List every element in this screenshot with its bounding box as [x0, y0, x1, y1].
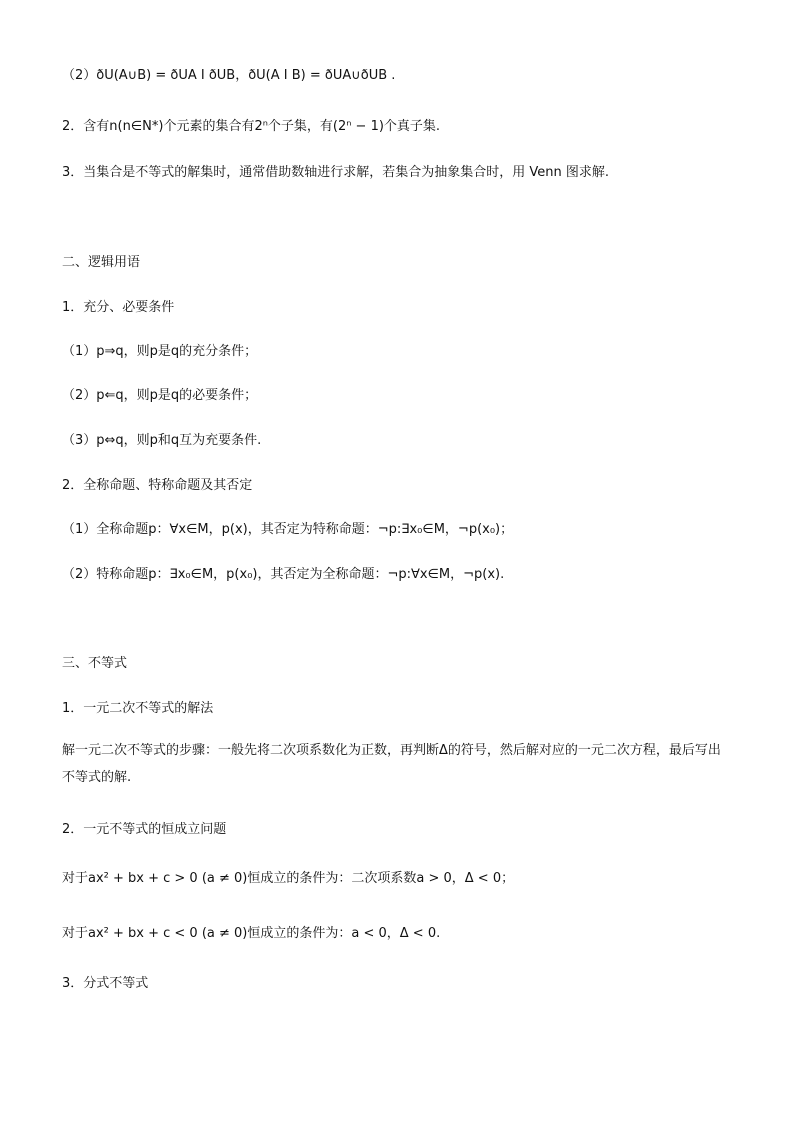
universal-proposition-line: （1）全称命题p：∀x∈M，p(x)，其否定为特称命题：¬p:∃x₀∈M，¬p(x₀)； — [62, 522, 514, 537]
section-heading-logic: 二、逻辑用语 — [62, 255, 141, 270]
necessary-condition-line: （2）p⇐q，则p是q的必要条件； — [62, 388, 258, 403]
negative-condition-line: 对于ax² + bx + c < 0 (a ≠ 0)恒成立的条件为：a < 0，Δ < 0. — [62, 926, 441, 941]
subheading-quadratic-inequality: 1．一元二次不等式的解法 — [62, 701, 214, 716]
subheading-always-true: 2．一元不等式的恒成立问题 — [62, 822, 227, 837]
complement-formula-line: （2）ðU(A∪B) = ðUA I ðUB，ðU(A I B) = ðUA∪ðUB . — [62, 68, 396, 83]
positive-condition-line: 对于ax² + bx + c > 0 (a ≠ 0)恒成立的条件为：二次项系数a > 0，Δ < 0； — [62, 871, 515, 886]
subheading-fractional-inequality: 3．分式不等式 — [62, 976, 149, 991]
iff-condition-line: （3）p⇔q，则p和q互为充要条件. — [62, 433, 262, 448]
sufficient-condition-line: （1）p⇒q，则p是q的充分条件； — [62, 344, 258, 359]
subheading-quantifiers: 2．全称命题、特称命题及其否定 — [62, 478, 253, 493]
existential-proposition-line: （2）特称命题p：∃x₀∈M，p(x₀)，其否定为全称命题：¬p:∀x∈M，¬p(x). — [62, 567, 505, 582]
subset-count-line: 2．含有n(n∈N*)个元素的集合有2ⁿ个子集，有(2ⁿ − 1)个真子集. — [62, 119, 441, 134]
quadratic-steps-paragraph: 解一元二次不等式的步骤：一般先将二次项系数化为正数，再判断Δ的符号，然后解对应的一元二次方程，最后写出不等式的解. — [62, 743, 721, 785]
subheading-conditions: 1．充分、必要条件 — [62, 300, 175, 315]
venn-hint-line: 3．当集合是不等式的解集时，通常借助数轴进行求解，若集合为抽象集合时，用 Venn 图求解. — [62, 165, 610, 180]
section-heading-inequalities: 三、不等式 — [62, 656, 128, 671]
